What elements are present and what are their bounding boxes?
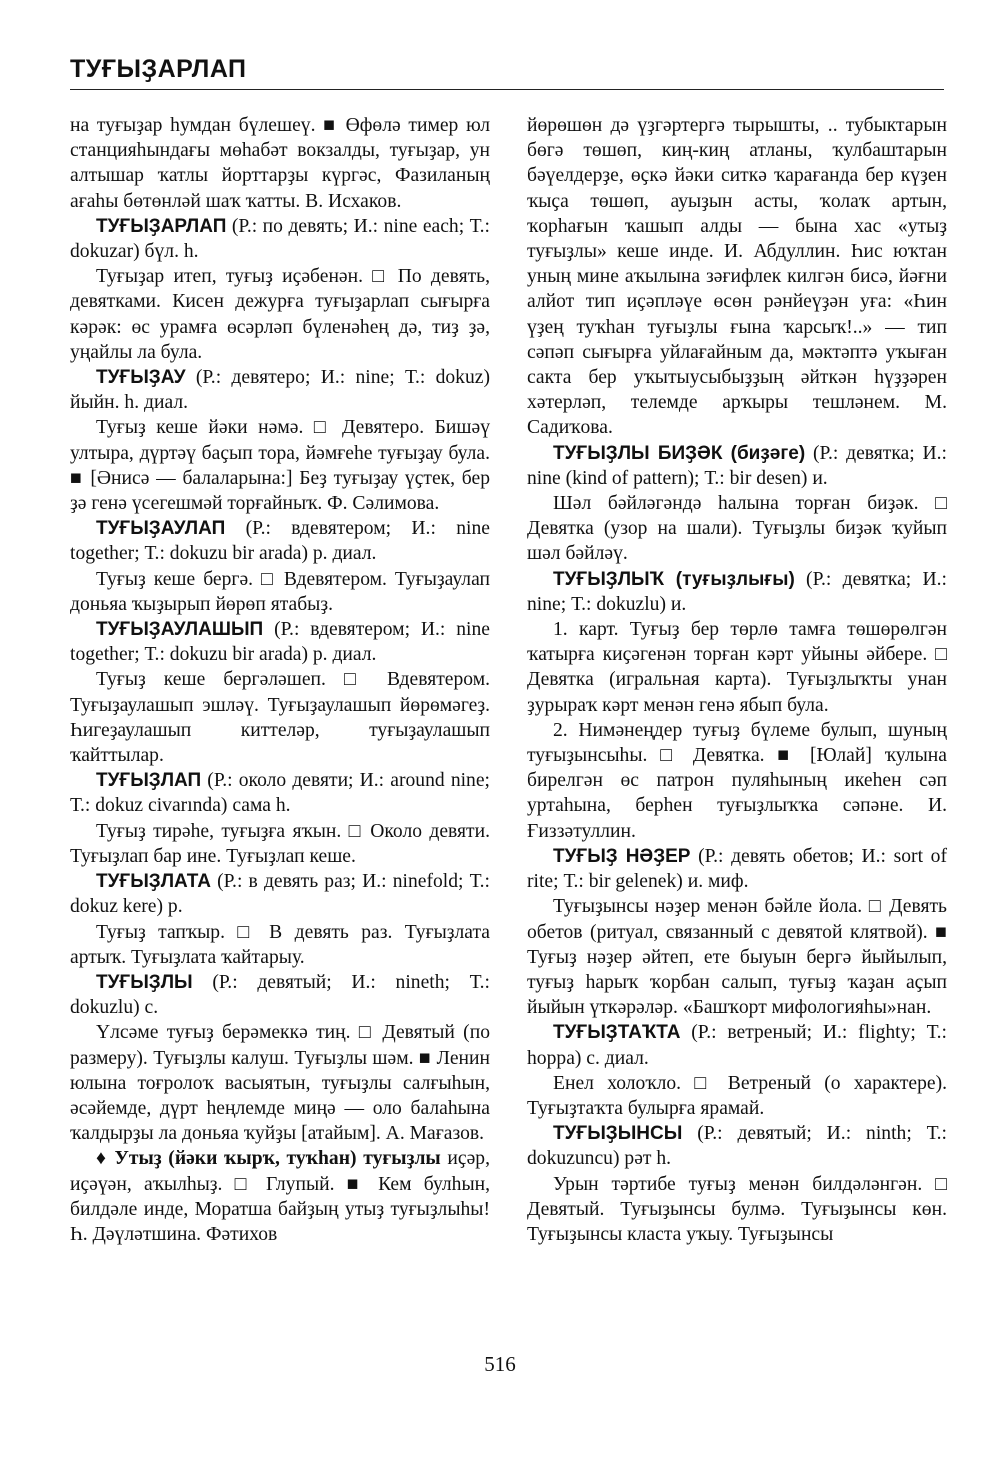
entry-tugyzau: [70, 365, 490, 415]
entry-tugyzarlap: [70, 214, 490, 264]
entry-translations: (Р.: вдевятером; И.: nine together; Т.: dokuzu bir arada) р. диал.: [70, 619, 490, 666]
headword: ТУҒЫҘ НӘҘЕР: [553, 845, 691, 867]
headword-form: (биҙәге): [722, 442, 806, 464]
entry-definition: Туғыҙ тапҡыр. □ В девять раз. Туғыҙлата артыҡ. Туғыҙлата ҡайтарыу.: [70, 921, 490, 968]
entry-tugyzlyk: [527, 567, 947, 617]
entry-definition: Туғыҙ кеше бергә. □ Вдевятером. Туғыҙаулап доньяа ҡыҙырып йөрөп ятабыҙ.: [70, 568, 490, 615]
entry-sense-1: 1. карт. Туғыҙ бер төрлө тамға төшөрөлгән ҡатырға киҫәгенән торған кәрт уйыны әйбере. □ Девятка (игральная карта). Туғыҙлыҡты унан ҙурыраҡ кәрт менән генә ябып була.: [527, 619, 947, 716]
entry-definition: Туғыҙ кеше йәки нәмә. □ Девятеро. Бишәү ултыра, дүртәү баҫып тора, йәмғеһе туғыҙау була. ■ [Әнисә — балаларына:] Беҙ туғыҙау үҫтек, бер ҙә генә үсегешмәй торғайныҡ. Ф. Сәлимова.: [70, 417, 490, 515]
entry-tugyzly-bizak: [527, 441, 947, 491]
entry-translations: (Р.: ветреный; И.: flighty; Т.: hoppa) с. диал.: [527, 1022, 947, 1069]
entry-translations: (Р.: по девять; И.: nine each; Т.: dokuzar) бүл. һ.: [70, 215, 490, 263]
left-column: [70, 113, 490, 1247]
headword: ТУҒЫҘЛАП: [96, 770, 202, 792]
headword-form: (туғыҙлығы): [664, 568, 795, 590]
entry-translations: (Р.: девять обетов; И.: sort of rite; Т.: bir gelenek) и. миф.: [527, 845, 947, 893]
running-header: ТУҒЫҘАРЛАП: [70, 55, 247, 83]
headword: ТУҒЫҘТАҠТА: [553, 1022, 681, 1044]
entry-definition: Туғыҙар итеп, туғыҙ иҫәбенән. □ По девять, девятками. Кисен дежурға туғыҙарлап сығырға кәрәк: өс урамға өсәрләп бүленәһең дә, тиҙ ҙә, уңайлы ла була.: [70, 266, 490, 363]
headword: ТУҒЫҘАУЛАП: [96, 518, 226, 540]
entry-definition: Шәл бәйләгәндә һалына торған биҙәк. □ Девятка (узор на шали). Туғыҙлы биҙәк ҡуйып шәл бәйләү.: [527, 493, 947, 565]
entry-idiom: [70, 1146, 490, 1247]
entry-translations: (Р.: девятеро; И.: nine; Т.: dokuz) йыйн. һ. диал.: [70, 367, 490, 414]
entry-translations: (Р.: около девяти; И.: around nine; Т.: dokuz civarında) сама һ.: [70, 770, 490, 817]
entry-translations: (Р.: девятка; И.: nine (kind of pattern); Т.: bir desen) и.: [527, 442, 947, 489]
entry-tugyz-nazer: [527, 844, 947, 894]
entry-translations: (Р.: девятый; И.: nineth; Т.: dokuzlu) с.: [70, 971, 490, 1019]
entry-definition: Туғыҙынсы нәҙер менән бәйле йола. □ Девять обетов (ритуал, связанный с девятой клятвой). ■ Туғыҙ нәҙер әйтеп, ете быуын бергә йыйылып, туғыҙ һарыҡ ҡорбан салып, туғыҙ ҡаҙан аҫып йыйын үткәрәләр. «Башҡорт мифологияһы»нан.: [527, 896, 947, 1019]
right-column: [527, 113, 947, 1247]
headword: ТУҒЫҘАРЛАП: [96, 215, 227, 237]
entry-translations: (Р.: в девять раз; И.: ninefold; Т.: dokuz kere) р.: [70, 871, 490, 918]
idiom-phrase: ♦ Утыҙ (йәки ҡырҡ, туҡһан) туғыҙлы: [96, 1148, 441, 1170]
entry-tugyzynsy: [527, 1121, 947, 1171]
headword: ТУҒЫҘАУЛАШЫП: [96, 619, 264, 641]
entry-definition: Үлсәме туғыҙ берәмеккә тиң. □ Девятый (по размеру). Туғыҙлы калуш. Туғыҙлы шәм. ■ Ленин юлына тоғролоҡ васыятын, туғыҙлы салғыһын, әсәйемде, дүрт һеңлемде миңә — оло балаһына ҡалдырҙы ла доньяа ҡуйҙы [атайым]. А. Мағазов.: [70, 1022, 490, 1145]
continuation-paragraph: на туғыҙар һумдан бүлешеү. ■ Өфөлә тимер юл станцияһындағы мөһабәт вокзалды, туғыҙар, ун алтышар ҡатлы йорттарҙы күргәс, Фазиланың ағаһы бөтөнләй шаҡ ҡатты. В. Исхаков.: [70, 115, 490, 212]
entry-tugyzlata: [70, 869, 490, 919]
entry-translations: (Р.: вдевятером; И.: nine together; Т.: dokuzu bir arada) р. диал.: [70, 518, 490, 565]
continuation-paragraph: йөрөшөн дә үҙгәртергә тырышты, .. тубыктарын бөгә төшөп, киң-киң атланы, ҡулбаштарын бәүелдерҙе, өҫкә йәки ситкә ҡарағанда бер күҙен ҡыҫа төшөп, ауыҙын асты, ҡолаҡ артын, ҡорһағын ҡашып алды — бына хас «утыҙ туғыҙлы» кеше инде. И. Абдуллин. Һис юҡтан уның мине аҡылына зәғифлек килгән бисә, йәғни алйот тип иҫәпләүе өсөн рәнйеүҙән уға: «Һин үҙең туҡһан туғыҙлы ғына ҡарсыҡ!..» — тип сәпәп сығырға уйлағайным да, мәктәптә уҡыған сакта бер уҡытыусыбыҙҙың әйткән һүҙҙәрен хәтерләп, телемде арҡыры тешләнем. М. Садиҡова.: [527, 115, 947, 439]
headword: ТУҒЫҘЫНСЫ: [553, 1123, 683, 1145]
headword: ТУҒЫҘЛЫҠ: [553, 568, 665, 590]
entry-sense-2: 2. Нимәнеңдер туғыҙ бүлеме булып, шуның туғыҙынсыһы. □ Девятка. ■ [Юлай] ҡулына бирелгән өс патрон пуляһының икеһен сәп уртаһына, берһен туғыҙлыҡҡа сәпәне. И. Ғиззәтуллин.: [527, 719, 947, 842]
headword: ТУҒЫҘЛАТА: [96, 871, 211, 893]
headword: ТУҒЫҘЛЫ БИҘӘК: [553, 442, 723, 464]
headword: ТУҒЫҘАУ: [96, 367, 186, 389]
header-rule: [70, 89, 944, 90]
entry-tugyzaulap: [70, 516, 490, 566]
entry-tugyztakta: [527, 1020, 947, 1070]
entry-translations: (Р.: девятый; И.: ninth; Т.: dokuzuncu) рәт һ.: [527, 1123, 947, 1170]
entry-definition: Туғыҙ тирәһе, туғыҙға яҡын. □ Около девяти. Туғыҙлап бар ине. Туғыҙлап кеше.: [70, 820, 490, 867]
entry-translations: (Р.: девятка; И.: nine; Т.: dokuzlu) и.: [527, 568, 947, 615]
entry-definition: Урын тәртибе туғыҙ менән билдәләнгән. □ Девятый. Туғыҙынсы булмә. Туғыҙынсы көн. Туғыҙынсы класта уҡыу. Туғыҙынсы: [527, 1173, 947, 1245]
idiom-definition: иҫәр, иҫәүән, аҡылһыҙ. □ Глупый. ■ Кем булһын, билдәле инде, Моратша байҙың утыҙ туғыҙлыһы! Һ. Дәүләтшина. Фәтихов: [70, 1148, 490, 1245]
entry-tugyzaulashyp: [70, 617, 490, 667]
entry-tugyzlap: [70, 768, 490, 818]
headword: ТУҒЫҘЛЫ: [96, 971, 193, 993]
page-number: 516: [484, 1352, 516, 1376]
entry-definition: Туғыҙ кеше бергәләшеп. □ Вдевятером. Туғыҙаулашып эшләү. Туғыҙаулашып йөрөмәгеҙ. Һигеҙаулашып киттеләр, туғыҙаулашып ҡайттылар.: [70, 669, 490, 767]
entry-tugyzly: [70, 970, 490, 1020]
entry-definition: Енел холоҡло. □ Ветреный (о характере). Туғыҙтаҡта булырға ярамай.: [527, 1072, 947, 1119]
